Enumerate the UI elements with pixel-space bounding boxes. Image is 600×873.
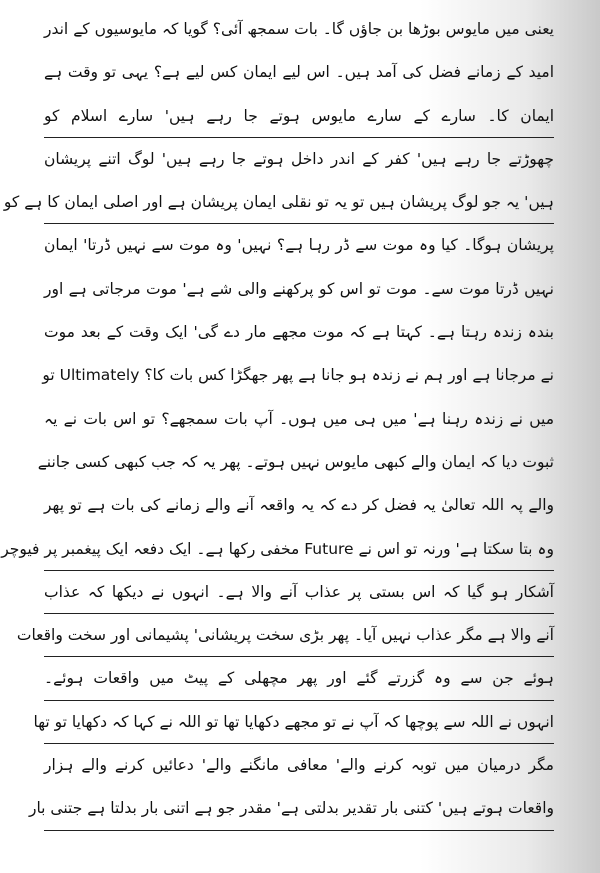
text-body [1,8,554,831]
text-line: نہیں ڈرتا موت سے۔ موت تو اس کو پرکھنے والی شے ہے' موت مرجاتی ہے اور [44,279,554,298]
text-line: وہ بتا سکتا ہے' ورنہ تو اس نے Future مخفی رکھا ہے۔ ایک دفعہ ایک پیغمبر پر فیوچر [44,528,554,571]
text-line: واقعات ہوتے ہیں' کتنی بار تقدیر بدلتی ہے' مقدر جو ہے اتنی بار بدلتا ہے جتنی بار [44,787,554,830]
text-line: ہوئے جن سے وہ گزرتے گئے اور پھر مچھلی کے پیٹ میں واقعات ہوئے۔ [44,657,554,700]
text-line: یعنی میں مایوس بوڑھا بن جاؤں گا۔ بات سمجھ آئی؟ گویا کہ مایوسیوں کے اندر [44,20,554,38]
text-line: مگر درمیان میں توبہ کرنے والے' معافی مانگنے والے' دعائیں کرنے والے ہزار [44,756,554,775]
text-line: چھوڑتے جا رہے ہیں' کفر کے اندر داخل ہوتے جا رہے ہیں' لوگ اتنے پریشان [44,149,554,168]
text-line: ہیں' یہ جو لوگ پریشان ہیں تو یہ تو نقلی ایمان پریشان ہے اور اصلی ایمان کا ہے کو [44,181,554,224]
text-line: انہوں نے اللہ سے پوچھا کہ آپ نے تو مجھے دکھایا تھا تو اللہ نے کہا کہ دکھایا تو تھا [44,701,554,744]
text-line: بندہ زندہ رہتا ہے۔ کہتا ہے کہ موت مجھے مار دے گی' ایک وقت کے بعد موت [44,323,554,342]
text-line: امید کے زمانے فضل کی آمد ہیں۔ اس لیے ایمان کس لیے ہے؟ یہی تو وقت ہے [44,63,554,82]
text-line: والے پہ اللہ تعالیٰ یہ فضل کر دے کہ یہ واقعہ آنے والے زمانے کی بات ہے تو پھر [44,496,554,515]
text-line: آشکار ہو گیا کہ اس بستی پر عذاب آنے والا ہے۔ انہوں نے دیکھا کہ عذاب [44,571,554,614]
text-line: نے مرجانا ہے اور ہم نے زندہ ہو جانا ہے پھر جھگڑا کس بات کا؟ Ultimately تو [42,366,554,385]
text-line: آنے والا ہے مگر عذاب نہیں آیا۔ پھر بڑی سخت پریشانی' پشیمانی اور سخت واقعات [44,614,554,657]
text-line: ایمان کا۔ سارے کے سارے مایوس ہوتے جا رہے ہیں' سارے اسلام کو [44,95,554,138]
text-line: ثبوت دیا کہ ایمان والے کبھی مایوس نہیں ہوتے۔ پھر یہ کہ جب کبھی کسی جاننے [37,452,554,471]
text-line: پریشان ہوگا۔ کیا وہ موت سے ڈر رہا ہے؟ نہیں' وہ موت سے نہیں ڈرتا' ایمان [44,236,554,255]
text-line: میں نے زندہ رہنا ہے' میں ہی میں ہوں۔ آپ بات سمجھے؟ تو اس بات نے یہ [44,409,554,428]
